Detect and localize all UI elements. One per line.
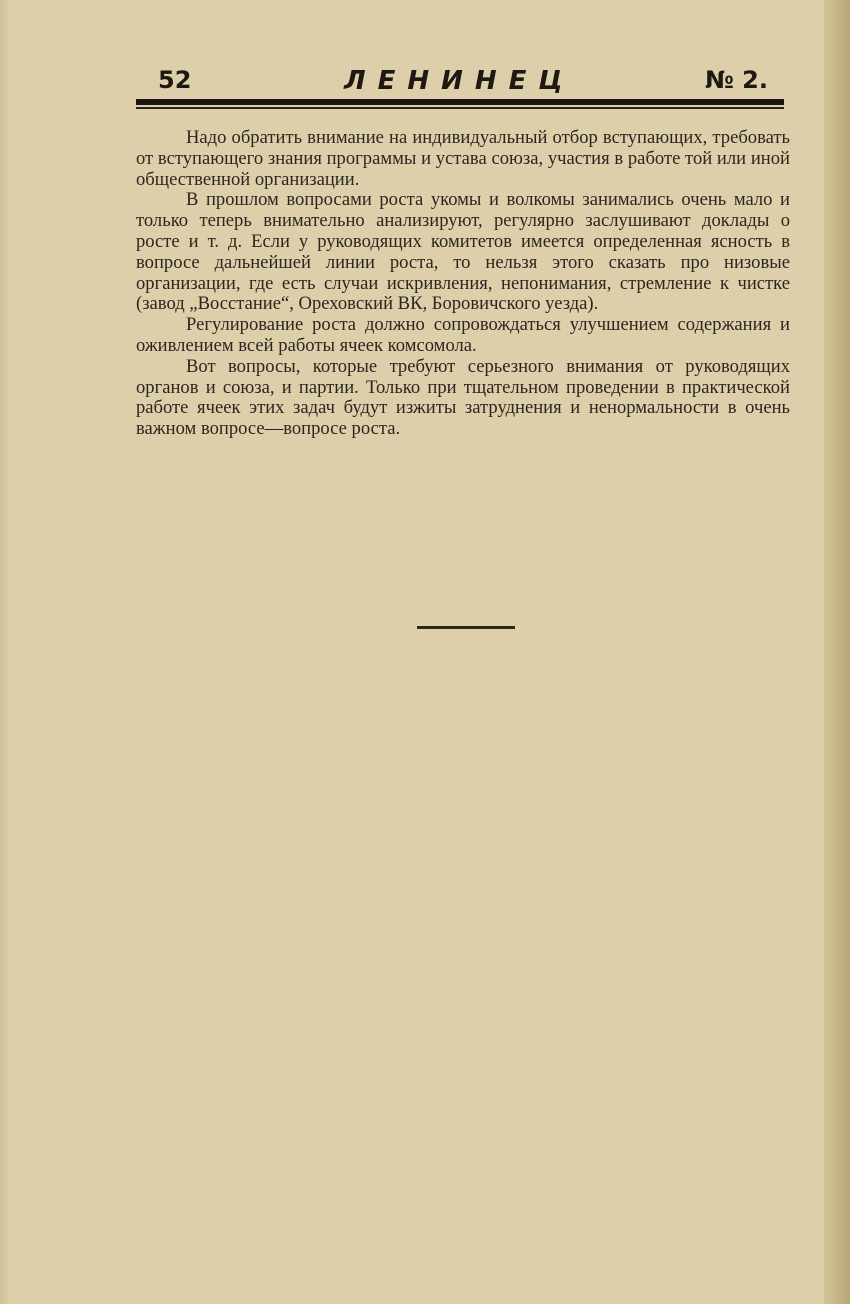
header-rule-thin <box>136 107 784 109</box>
article-paragraph: Вот вопросы, которые требуют серьезного внимания от руководящих органов и союза, и партии. Только при тщательном проведении в практической работе ячеек этих задач будут изжиты затруднения и ненормальности в очень важном вопросе—вопросе роста. <box>136 355 790 440</box>
page-header <box>158 66 768 100</box>
header-rule <box>136 99 784 105</box>
article-paragraph: В прошлом вопросами роста укомы и волкомы занимались очень мало и только теперь внимательно анализируют, регулярно заслушивают доклады о росте и т. д. Если у руководящих комитетов имеется определенная ясность в вопросе дальнейшей линии роста, то нельзя этого сказать про низовые организации, где есть случаи искривления, непонимания, стремление к чистке (завод „Восстание“, Ореховский ВК, Боровичского уезда). <box>136 189 790 315</box>
article-body <box>136 128 790 440</box>
page-left-edge <box>0 0 10 1304</box>
journal-title: ЛЕНИНЕЦ <box>344 66 575 96</box>
page-binding-edge <box>824 0 850 1304</box>
issue-number: № 2. <box>704 66 768 94</box>
article-paragraph: Регулирование роста должно сопровождаться улучшением содержания и оживлением всей работы ячеек комсомола. <box>136 314 790 356</box>
article-paragraph: Надо обратить внимание на индивидуальный отбор вступающих, требовать от вступающего знания программы и устава союза, участия в работе той или иной общественной организации. <box>136 127 790 190</box>
page-number: 52 <box>158 66 192 94</box>
article-end-rule <box>417 626 515 629</box>
